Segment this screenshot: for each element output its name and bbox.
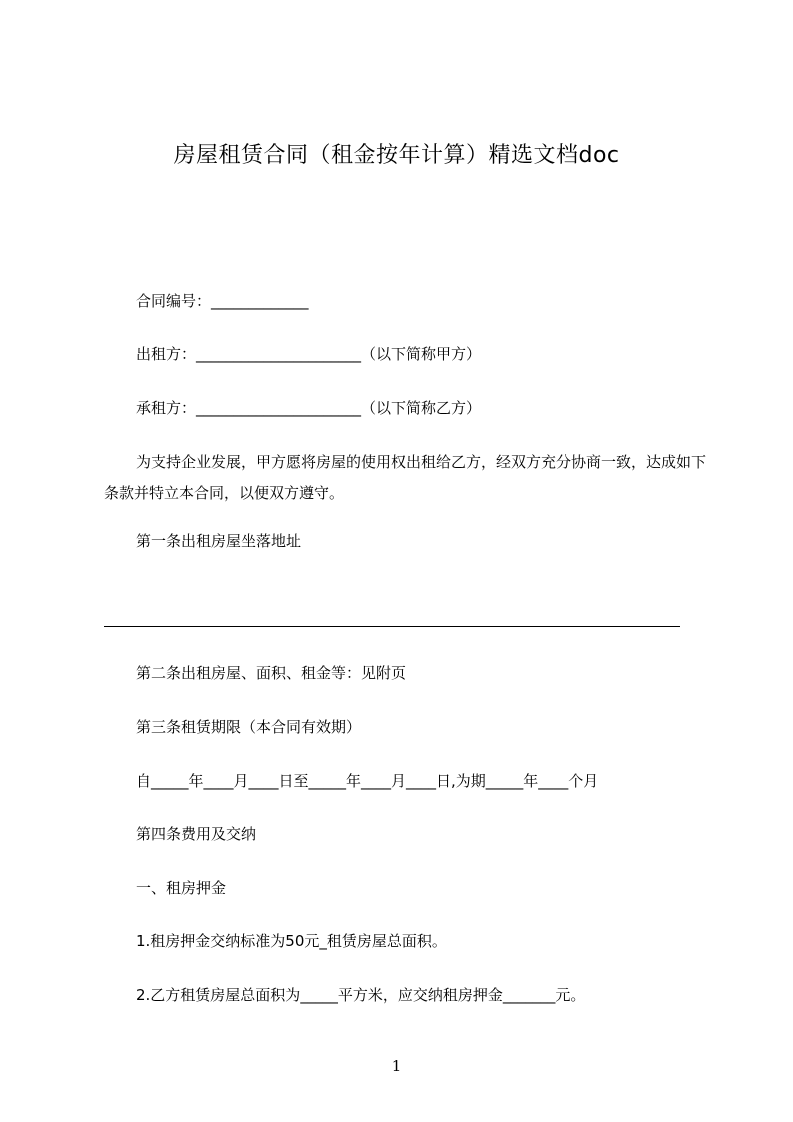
page-number: 1	[391, 1057, 402, 1075]
contract-number-line: 合同编号：_____________	[136, 292, 309, 310]
lessee-line: 承租方：______________________（以下简称乙方）	[136, 399, 482, 417]
article-1-heading: 第一条出租房屋坐落地址	[136, 532, 302, 550]
deposit-item-2: 2.乙方租赁房屋总面积为_____平方米，应交纳租房押金_______元。	[136, 986, 586, 1004]
article-3-heading: 第三条租赁期限（本合同有效期）	[136, 718, 362, 736]
deposit-section-heading: 一、租房押金	[136, 879, 227, 897]
address-blank-line	[104, 626, 680, 627]
article-2-heading: 第二条出租房屋、面积、租金等：见附页	[136, 664, 407, 682]
article-4-heading: 第四条费用及交纳	[136, 825, 257, 843]
document-title: 房屋租赁合同（租金按年计算）精选文档doc	[173, 143, 620, 168]
deposit-item-1: 1.租房押金交纳标准为50元_租赁房屋总面积。	[136, 932, 447, 950]
intro-text: 为支持企业发展，甲方愿将房屋的使用权出租给乙方，经双方充分协商一致，达成如下条款并特立本合同，以便双方遵守。	[104, 453, 707, 502]
lease-period-line: 自_____年____月____日至_____年____月____日,为期_____年____个月	[136, 772, 599, 790]
lessor-line: 出租方：______________________（以下简称甲方）	[136, 345, 482, 363]
intro-paragraph	[104, 447, 710, 509]
